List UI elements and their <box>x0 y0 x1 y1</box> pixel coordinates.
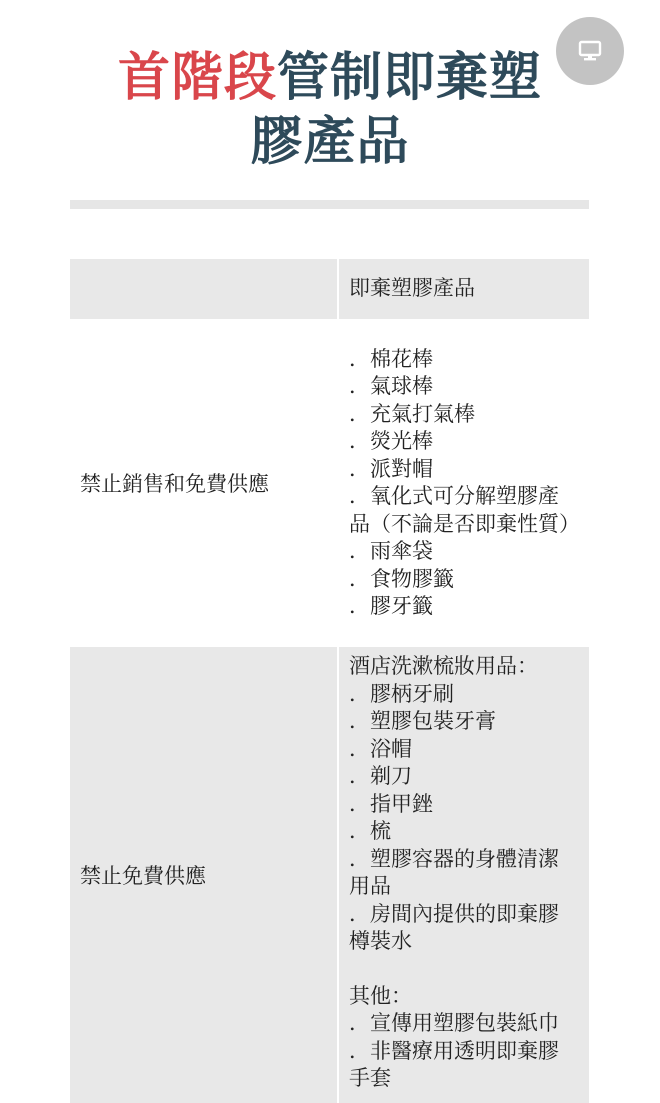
list-item: ．塑膠包裝牙膏 <box>349 709 496 733</box>
table-row <box>70 647 589 1103</box>
list-item: ．膠牙籤 <box>349 594 433 618</box>
title-divider <box>70 200 589 209</box>
list-item: ．塑膠容器的身體清潔用品 <box>349 846 559 898</box>
row-items <box>338 319 589 647</box>
title-line-2: 膠產品 <box>250 112 410 172</box>
title-rest: 管制即棄塑 <box>277 48 543 108</box>
list-item: ．雨傘袋 <box>349 539 433 563</box>
list-item: ．熒光棒 <box>349 429 433 453</box>
header-empty-cell <box>70 259 338 319</box>
header-cell: 即棄塑膠產品 <box>338 259 589 319</box>
row-label: 禁止免費供應 <box>70 647 338 1103</box>
list-item: ．膠柄牙刷 <box>349 681 454 706</box>
list-item: ．剃刀 <box>349 764 412 788</box>
list-item: ．氧化式可分解塑膠產品（不論是否即棄性質） <box>349 484 580 536</box>
row-items <box>338 647 589 1103</box>
list-item: ．充氣打氣棒 <box>349 401 475 426</box>
list-item: ．房間內提供的即棄膠樽裝水 <box>349 901 559 953</box>
regulation-table <box>70 259 589 1103</box>
table-row <box>70 319 589 647</box>
list-item: ．指甲銼 <box>349 791 433 816</box>
monitor-icon <box>578 40 602 62</box>
list-item: ．派對帽 <box>349 456 433 481</box>
list-item: ．非醫療用透明即棄膠手套 <box>349 1038 559 1090</box>
list-item: ．氣球棒 <box>349 374 433 398</box>
list-item: ．宣傳用塑膠包裝紙巾 <box>349 1011 559 1035</box>
row-label: 禁止銷售和免費供應 <box>70 319 338 647</box>
list-item: ．浴帽 <box>349 736 412 761</box>
list-item: ．梳 <box>349 819 391 843</box>
cast-button[interactable] <box>556 17 624 85</box>
group-spacer <box>349 956 579 983</box>
title-accent: 首階段 <box>117 48 277 108</box>
list-item: ．棉花棒 <box>349 346 433 371</box>
list-item: ．食物膠籤 <box>349 566 454 591</box>
group-heading: 其他： <box>349 983 412 1008</box>
table-header-row <box>70 259 589 319</box>
group-heading: 酒店洗漱梳妝用品： <box>349 654 538 678</box>
